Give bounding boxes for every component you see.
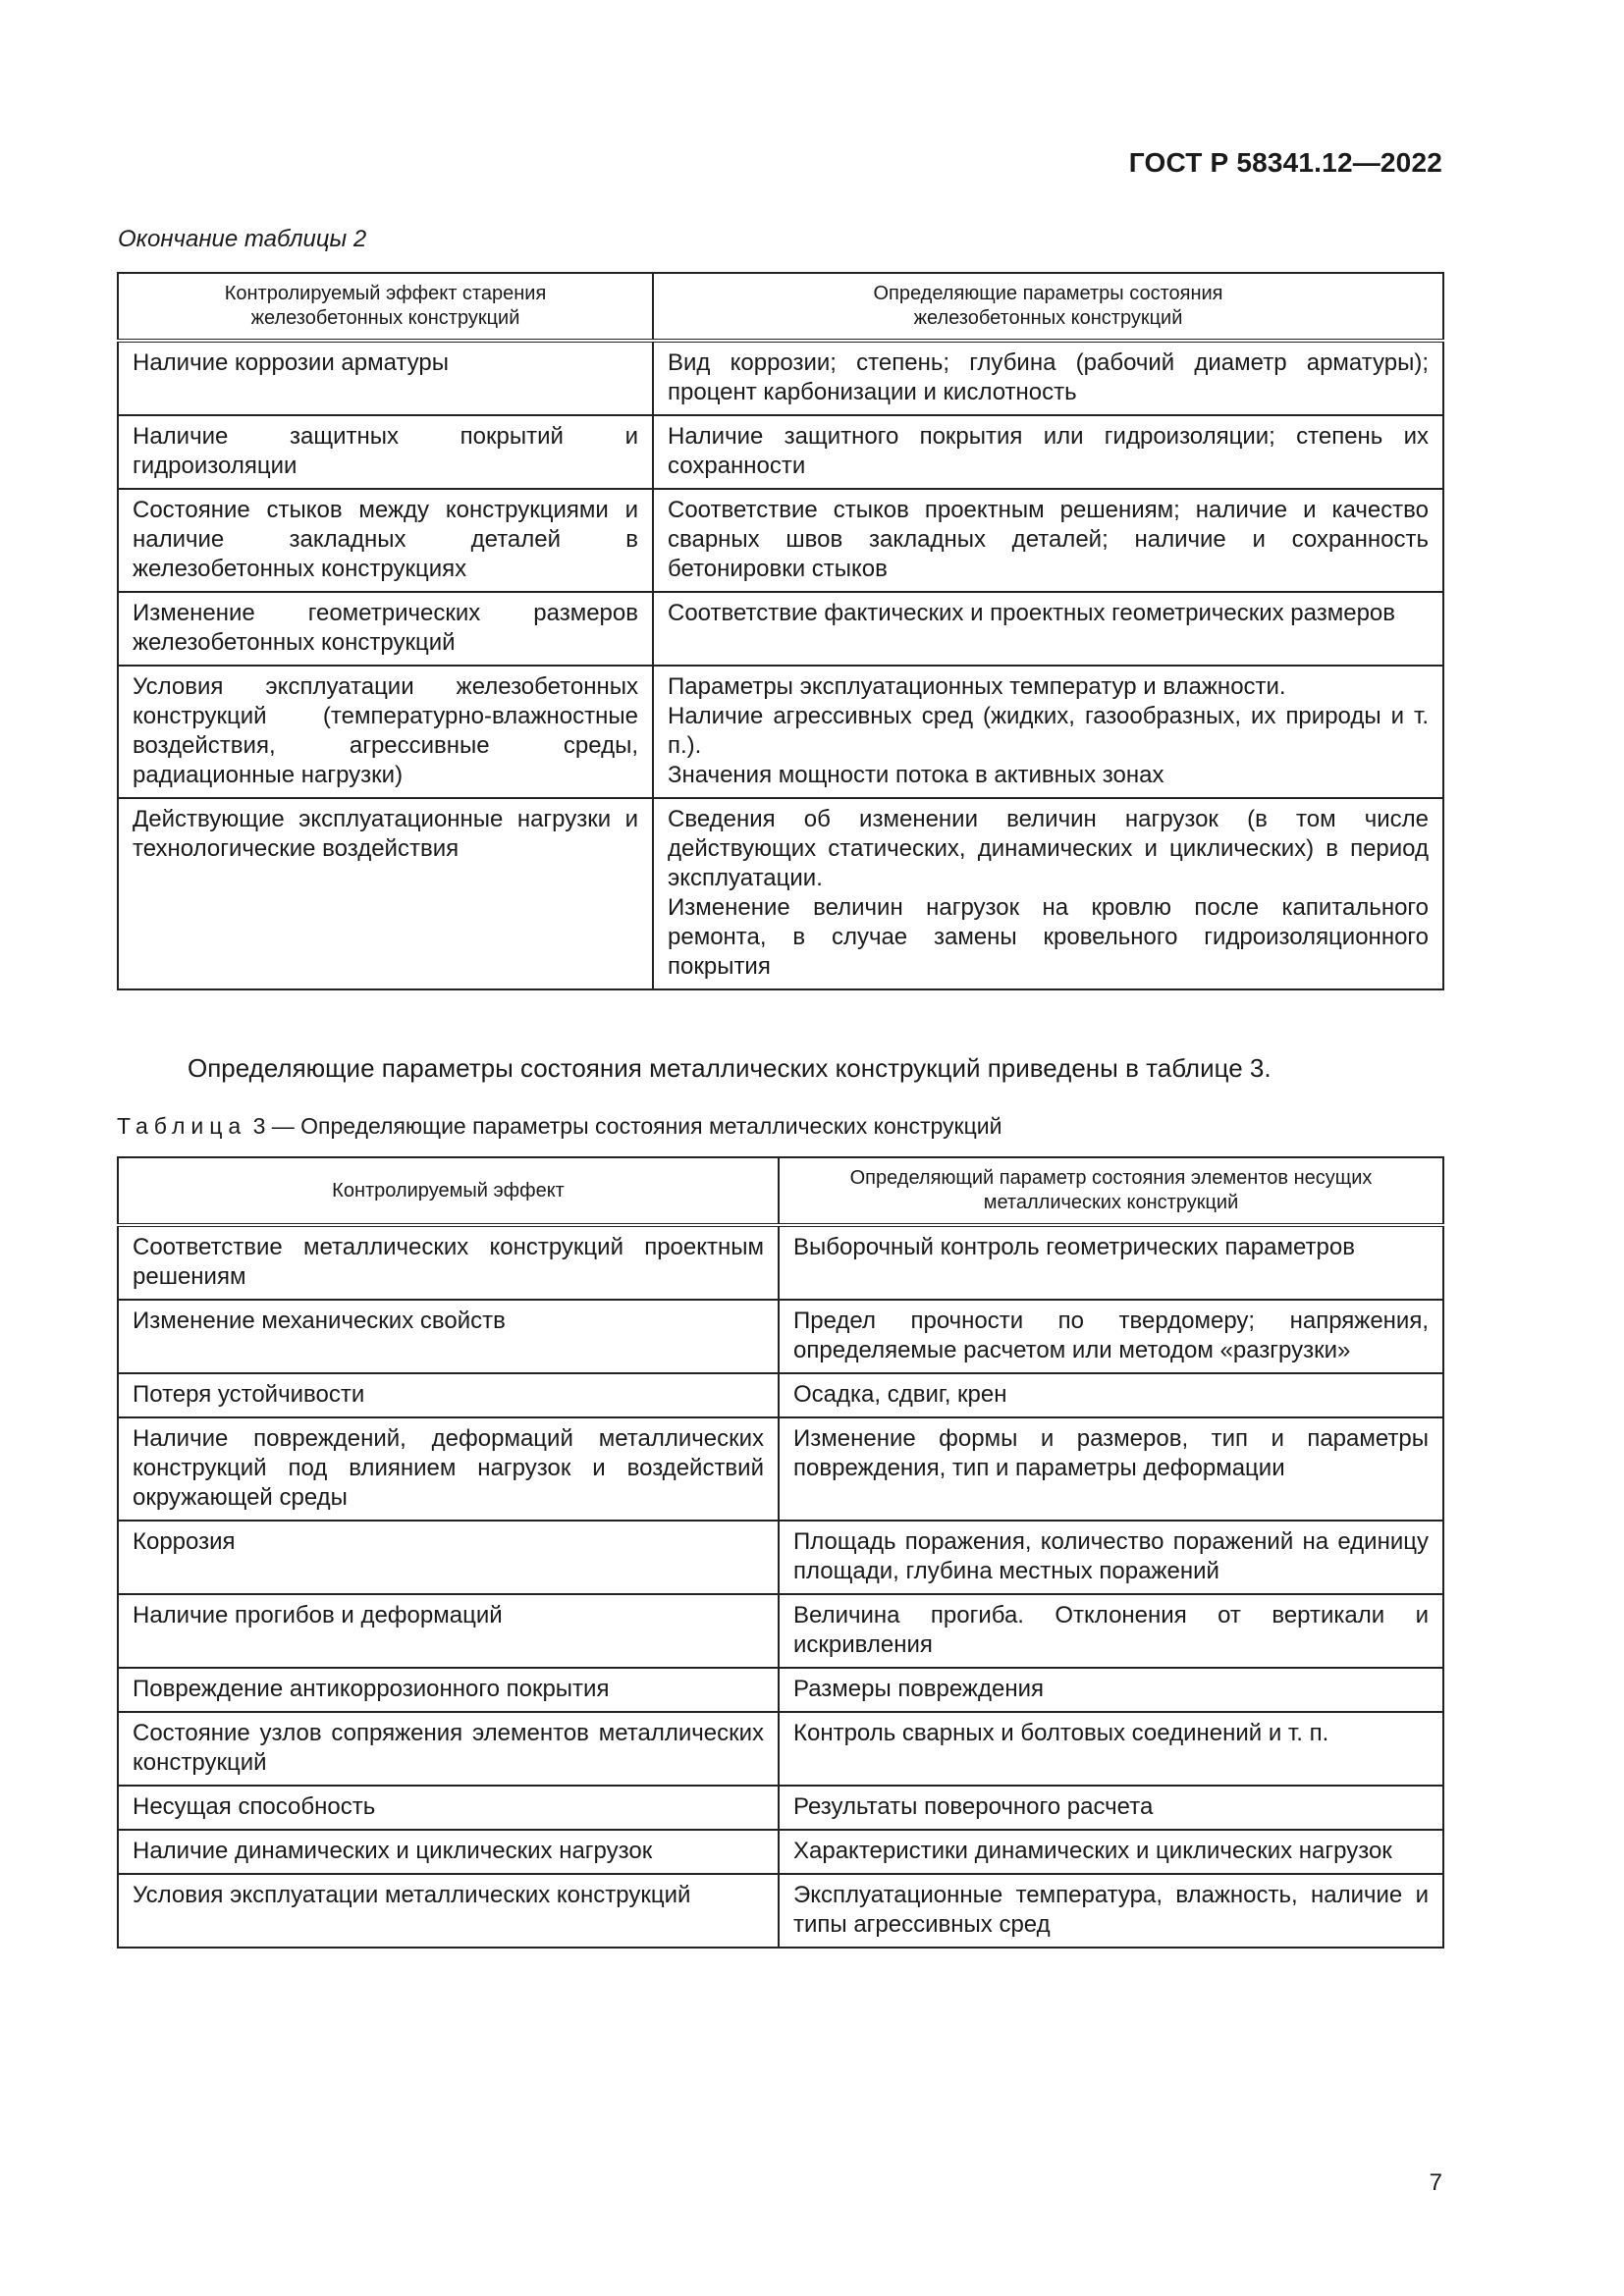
- effect-cell: Действующие эксплуатационные нагрузки и технологические воздействия: [118, 798, 653, 989]
- table-row: [118, 341, 1443, 415]
- table3-caption-text: 3 — Определяющие параметры состояния металлических конструкций: [252, 1113, 1002, 1139]
- document-code: ГОСТ Р 58341.12—2022: [1128, 147, 1442, 178]
- effect-cell: Условия эксплуатации металлических конструкций: [118, 1874, 779, 1948]
- effect-cell: Наличие динамических и циклических нагрузок: [118, 1830, 779, 1874]
- table3-caption-label: Таблица: [117, 1113, 247, 1139]
- parameter-cell: Величина прогиба. Отклонения от вертикали и искривления: [779, 1594, 1443, 1668]
- table2-continuation-caption: Окончание таблицы 2: [118, 226, 367, 252]
- table3-header-row: [118, 1157, 1443, 1225]
- parameter-cell: Размеры повреждения: [779, 1668, 1443, 1712]
- table-row: [118, 1668, 1443, 1712]
- parameter-cell: Предел прочности по твердомеру; напряжения, определяемые расчетом или методом «разгрузки»: [779, 1300, 1443, 1373]
- effect-cell: Условия эксплуатации железобетонных конструкций (температурно-влажностные воздействия, агрессивные среды, радиационные нагрузки): [118, 666, 653, 798]
- page-number: 7: [1429, 2169, 1442, 2196]
- table2: [117, 272, 1444, 990]
- parameter-cell: Характеристики динамических и циклических нагрузок: [779, 1830, 1443, 1874]
- effect-cell: Изменение геометрических размеров железобетонных конструкций: [118, 592, 653, 666]
- intro-paragraph: Определяющие параметры состояния металлических конструкций приведены в таблице 3.: [188, 1053, 1272, 1083]
- effect-cell: Коррозия: [118, 1521, 779, 1594]
- table-row: [118, 415, 1443, 489]
- table-row: [118, 1225, 1443, 1300]
- table-row: [118, 1830, 1443, 1874]
- parameters-cell: Наличие защитного покрытия или гидроизоляции; степень их сохранности: [653, 415, 1443, 489]
- parameter-cell: Эксплуатационные температура, влажность, наличие и типы агрессивных сред: [779, 1874, 1443, 1948]
- table-row: [118, 1594, 1443, 1668]
- table3-header-effect: Контролируемый эффект: [118, 1157, 779, 1225]
- table3-header-parameter: Определяющий параметр состояния элементов несущих металлических конструкций: [779, 1157, 1443, 1225]
- table2-header-row: [118, 273, 1443, 341]
- parameters-cell: Параметры эксплуатационных температур и влажности. Наличие агрессивных сред (жидких, газообразных, их природы и т. п.). Значения мощности потока в активных зонах: [653, 666, 1443, 798]
- effect-cell: Изменение механических свойств: [118, 1300, 779, 1373]
- effect-cell: Наличие прогибов и деформаций: [118, 1594, 779, 1668]
- parameters-cell: Вид коррозии; степень; глубина (рабочий диаметр арматуры); процент карбонизации и кислотность: [653, 341, 1443, 415]
- effect-cell: Потеря устойчивости: [118, 1373, 779, 1417]
- effect-cell: Наличие коррозии арматуры: [118, 341, 653, 415]
- parameters-cell: Соответствие стыков проектным решениям; наличие и качество сварных швов закладных деталей; наличие и сохранность бетонировки стыков: [653, 489, 1443, 592]
- table3: [117, 1156, 1444, 1949]
- table-row: [118, 798, 1443, 989]
- effect-cell: Соответствие металлических конструкций проектным решениям: [118, 1225, 779, 1300]
- table3-caption: [117, 1113, 1001, 1140]
- table-row: [118, 1874, 1443, 1948]
- parameters-cell: Соответствие фактических и проектных геометрических размеров: [653, 592, 1443, 666]
- table-row: [118, 1786, 1443, 1830]
- table-row: [118, 1417, 1443, 1521]
- parameter-cell: Изменение формы и размеров, тип и параметры повреждения, тип и параметры деформации: [779, 1417, 1443, 1521]
- effect-cell: Состояние стыков между конструкциями и наличие закладных деталей в железобетонных конструкциях: [118, 489, 653, 592]
- parameter-cell: Выборочный контроль геометрических параметров: [779, 1225, 1443, 1300]
- parameter-cell: Контроль сварных и болтовых соединений и т. п.: [779, 1712, 1443, 1786]
- effect-cell: Повреждение антикоррозионного покрытия: [118, 1668, 779, 1712]
- table-row: [118, 1521, 1443, 1594]
- table2-header-effect: Контролируемый эффект старения железобетонных конструкций: [118, 273, 653, 341]
- effect-cell: Наличие повреждений, деформаций металлических конструкций под влиянием нагрузок и воздействий окружающей среды: [118, 1417, 779, 1521]
- effect-cell: Несущая способность: [118, 1786, 779, 1830]
- parameters-cell: Сведения об изменении величин нагрузок (в том числе действующих статических, динамических и циклических) в период эксплуатации. Изменение величин нагрузок на кровлю после капитального ремонта, в случае замены кровельного гидроизоляционного покрытия: [653, 798, 1443, 989]
- table-row: [118, 666, 1443, 798]
- table-row: [118, 1712, 1443, 1786]
- table-row: [118, 592, 1443, 666]
- table-row: [118, 489, 1443, 592]
- parameter-cell: Осадка, сдвиг, крен: [779, 1373, 1443, 1417]
- table-row: [118, 1300, 1443, 1373]
- table2-header-parameters: Определяющие параметры состояния железобетонных конструкций: [653, 273, 1443, 341]
- table-row: [118, 1373, 1443, 1417]
- effect-cell: Наличие защитных покрытий и гидроизоляции: [118, 415, 653, 489]
- parameter-cell: Результаты поверочного расчета: [779, 1786, 1443, 1830]
- parameter-cell: Площадь поражения, количество поражений на единицу площади, глубина местных поражений: [779, 1521, 1443, 1594]
- effect-cell: Состояние узлов сопряжения элементов металлических конструкций: [118, 1712, 779, 1786]
